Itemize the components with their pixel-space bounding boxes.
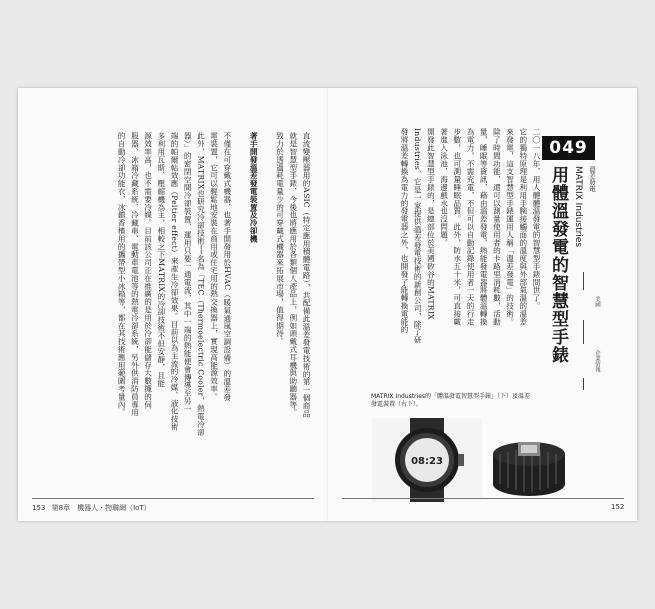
company-name: MATRIX Industries [573,166,583,248]
left-text-column: 不僅在可穿戴式機器，也著手開發用於HVAC（暖氣通風空調設備）的溫差發 [222,132,232,401]
left-text-column: 直流變壓器用的ASIC（特定應用積體電路），共配備此溫差發電技術的第一個商品 [302,132,311,418]
left-text-column: 此外，MATRIX也研究冷卻技術──名為「TEC（Thermoelectric Cooler，熱電冷卻 [196,132,206,437]
left-text-column: 端的帕爾帖效應（Peltier effect）來產生冷卻效果。目前以為主流的冷媒、液化技術 [170,132,179,431]
meta-divider [583,272,584,290]
footer-rule-left [32,498,314,499]
right-text-column: 它的獨特原理是利用手腕接觸面的溫度與外部氣溫的溫差 [518,128,528,326]
article-headline: 用體溫發電的智慧型手錶 [548,166,568,364]
article-category: 溫差發電 [588,166,596,192]
watch-time: 08:23 [411,456,443,467]
meta-status: 企業情報 [594,350,600,372]
right-text-column: 二〇一八年，用人體體溫發電的智慧型手錶問世了。 [532,128,541,310]
left-text-column: 就是智慧型手錶，今後也將應用於各類個人產品上，例如頭戴式耳機與助聽器等。 [288,132,298,417]
left-text-column: 的自動冷卻功能衣，冰鎮香檳用的攜帶型小冰箱等，都在其技術應用範圍考量內。 [117,132,127,417]
left-page-number: 153 [32,504,46,512]
right-text-column: 為電力，不需充電，不但可以自動記錄使用者一天的行走 [466,128,475,326]
article-number-badge: 049 [542,136,595,160]
left-text-column: 服器、冰箱冷藏系統、冷藏車、電動車電池等的熱電冷卻系統，另外供消防員專用 [130,132,140,417]
figure-caption: MATRIX Industries的「體溫發電智慧型手錶」（下）及溫差發電裝置（右下）。 [371,393,531,408]
book-spread [18,88,637,521]
right-text-column: 除了時間功能，還可以測量使用者的卡路里消耗數，活動 [492,128,502,326]
meta-country: 美國 [594,296,600,307]
footer-left [32,503,151,513]
right-page-number: 152 [611,503,625,511]
right-text-column: 來發電，這支智慧型手錶運用人稱「溫差發電」的技術。 [505,128,515,326]
left-text-column: 致力於透過耗電量少的可穿戴式機器來拓展市場，值得期待。 [275,132,285,346]
right-text-column: Industries。它是一家提供溫差發電技術的新創公司，除了研 [413,128,423,344]
left-text-column: 電裝置，它可以輕鬆地安裝在商用或住宅用的熱交換器上，實現高能源效率。 [209,132,219,401]
right-text-column: 步數，也可測量睡眠品質。此外，防水五十米，可直接戴 [452,128,462,326]
thermoelectric-generator-photo [488,432,570,502]
page-gutter [327,88,328,521]
meta-divider [583,378,584,390]
right-text-column: 著進入泳池，海邊戲水也沒問題。 [439,128,449,247]
left-text-column: 器）」的密閉空間冷卻裝置，運用只要一通電流，其中一端的熱能便會傳導至另一 [183,132,193,413]
smartwatch-photo [372,418,482,502]
left-text-column: 多利用瓦斯、壓縮機為主，相較之下MATRIX的冷卻技術不但安靜，且能 [156,132,166,388]
footer-rule-right [342,498,624,499]
chapter-title: 第8章 機器人・物聯網（IoT） [51,504,151,512]
section-heading: 著手開發溫差發電裝置及冷卻機 [249,132,259,243]
right-text-column: 發將溫差轉換為電力的發電器之外，也開發了能轉換電能的 [400,128,409,334]
right-text-column: 量，睡眠等資訊，藉由溫差發電，熱能發電器將體溫轉換 [479,128,489,326]
left-text-column: 源效率高，也不需要冷媒。目前該公司正在推廣的是用於冷卻能儲存大數據的伺 [143,132,153,409]
meta-divider [583,320,584,344]
right-text-column: 開發此智慧型手錶的，是總部位於美國矽谷的MATRIX [426,128,436,320]
